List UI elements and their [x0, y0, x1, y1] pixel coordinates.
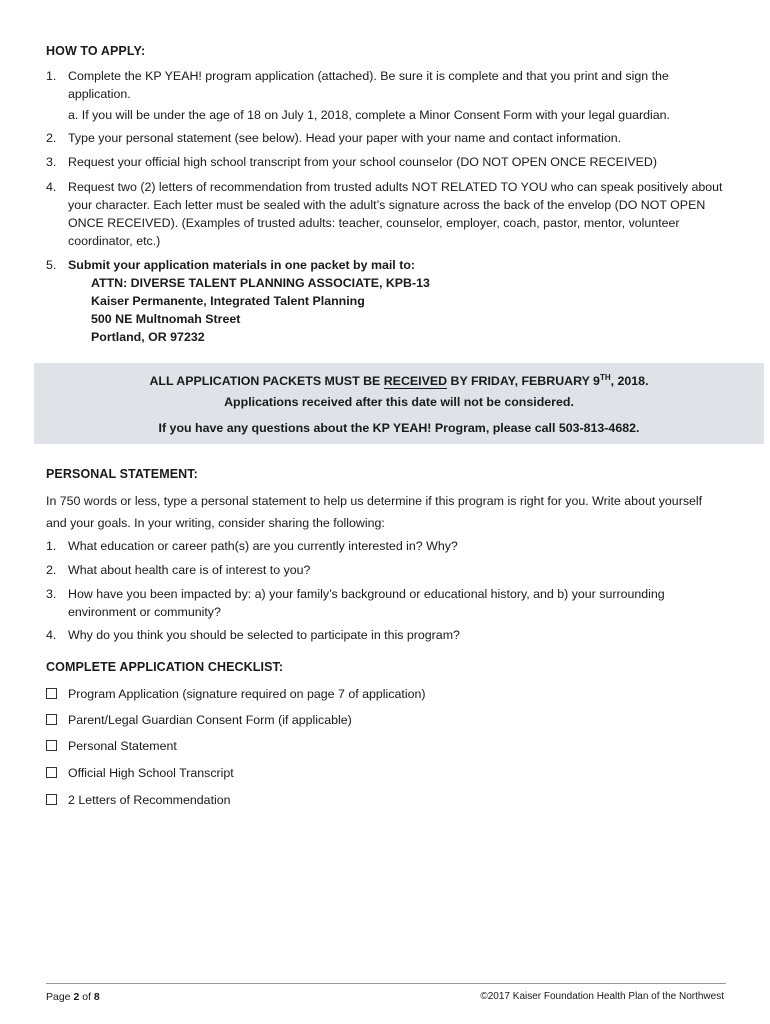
question-4 — [46, 626, 726, 644]
question-number: 4. — [46, 628, 57, 642]
question-text: What about health care is of interest to you? — [68, 563, 311, 577]
how-to-apply-heading: HOW TO APPLY: — [46, 44, 146, 58]
question-number: 1. — [46, 539, 57, 553]
step-number: 1. — [46, 69, 57, 83]
total-pages: 8 — [93, 991, 100, 1003]
deadline-ordinal-suffix: TH — [599, 373, 611, 382]
question-number: 2. — [46, 563, 57, 577]
deadline-year-text: , 2018. — [610, 374, 649, 389]
page-of-label: of — [79, 991, 94, 1003]
step-text: Request your official high school transcript from your school counselor (DO NOT OPEN ONCE RECEIVED) — [68, 155, 657, 169]
late-application-notice: Applications received after this date will not be considered. — [224, 395, 574, 409]
page-label: Page — [46, 991, 74, 1003]
current-page: 2 — [73, 991, 80, 1003]
mailing-address-line: Portland, OR 97232 — [91, 330, 205, 344]
checkbox[interactable] — [46, 794, 57, 805]
step-text: Complete the KP YEAH! program application (attached). Be sure it is complete and that you print and sign the application. — [68, 69, 669, 101]
step-text: Submit your application materials in one packet by mail to: — [68, 258, 416, 272]
personal-statement-intro: In 750 words or less, type a personal statement to help us determine if this program is right for you. Write about yourself and your goals. In your writing, consider sharing the following: — [46, 494, 703, 530]
step-text: Request two (2) letters of recommendation from trusted adults NOT RELATED TO YOU who can speak positively about your character. Each letter must be sealed with the adult’s signature across the back of the envelop (DO NOT OPEN ONCE RECEIVED). (Examples of trusted adults: teacher, counselor, employer, coach, pastor, mentor, volunteer coordinator, etc.) — [68, 180, 723, 248]
contact-phone-notice: If you have any questions about the KP YEAH! Program, please call 503-813-4682. — [158, 421, 640, 435]
checkbox[interactable] — [46, 688, 57, 699]
mailing-address-line: 500 NE Multnomah Street — [91, 312, 241, 326]
step-number: 4. — [46, 180, 57, 194]
step-2 — [46, 129, 726, 147]
question-text: Why do you think you should be selected to participate in this program? — [68, 628, 460, 642]
step-number: 3. — [46, 155, 57, 169]
step-1 — [46, 67, 726, 103]
mailing-address-line: Kaiser Permanente, Integrated Talent Planning — [91, 294, 365, 308]
checkbox[interactable] — [46, 767, 57, 778]
step-5 — [46, 256, 726, 274]
step-number: 5. — [46, 258, 57, 272]
step-number: 2. — [46, 131, 57, 145]
question-text: What education or career path(s) are you currently interested in? Why? — [68, 539, 458, 553]
copyright: ©2017 Kaiser Foundation Health Plan of the Northwest — [480, 991, 724, 1002]
question-3 — [46, 585, 726, 621]
checklist-item-label: Program Application (signature required on page 7 of application) — [68, 687, 426, 701]
checklist-item-label: Parent/Legal Guardian Consent Form (if applicable) — [68, 713, 352, 727]
mailing-address-line: ATTN: DIVERSE TALENT PLANNING ASSOCIATE, KPB-13 — [91, 276, 430, 290]
step-3 — [46, 153, 726, 171]
checklist-item-label: Personal Statement — [68, 739, 177, 753]
checkbox[interactable] — [46, 740, 57, 751]
footer-divider — [46, 983, 726, 984]
question-number: 3. — [46, 587, 57, 601]
deadline-received-underlined: RECEIVED — [383, 374, 448, 389]
step-4 — [46, 178, 726, 250]
checklist-item-label: Official High School Transcript — [68, 766, 234, 780]
deadline-date-text: BY FRIDAY, FEBRUARY 9 — [447, 374, 600, 389]
page-number — [46, 991, 100, 1003]
personal-statement-heading: PERSONAL STATEMENT: — [46, 467, 198, 481]
question-2 — [46, 561, 726, 579]
checklist-heading: COMPLETE APPLICATION CHECKLIST: — [46, 660, 284, 674]
checkbox[interactable] — [46, 714, 57, 725]
question-text: How have you been impacted by: a) your family’s background or educational history, and b) your surrounding environment or community? — [68, 587, 665, 619]
step-text: Type your personal statement (see below). Head your paper with your name and contact information. — [68, 131, 622, 145]
question-1 — [46, 537, 726, 555]
checklist-item-label: 2 Letters of Recommendation — [68, 793, 231, 807]
deadline-line — [34, 373, 764, 388]
deadline-text: ALL APPLICATION PACKETS MUST BE — [149, 374, 384, 389]
deadline-banner — [34, 363, 764, 444]
step-1a: a. If you will be under the age of 18 on July 1, 2018, complete a Minor Consent Form with your legal guardian. — [68, 108, 670, 122]
